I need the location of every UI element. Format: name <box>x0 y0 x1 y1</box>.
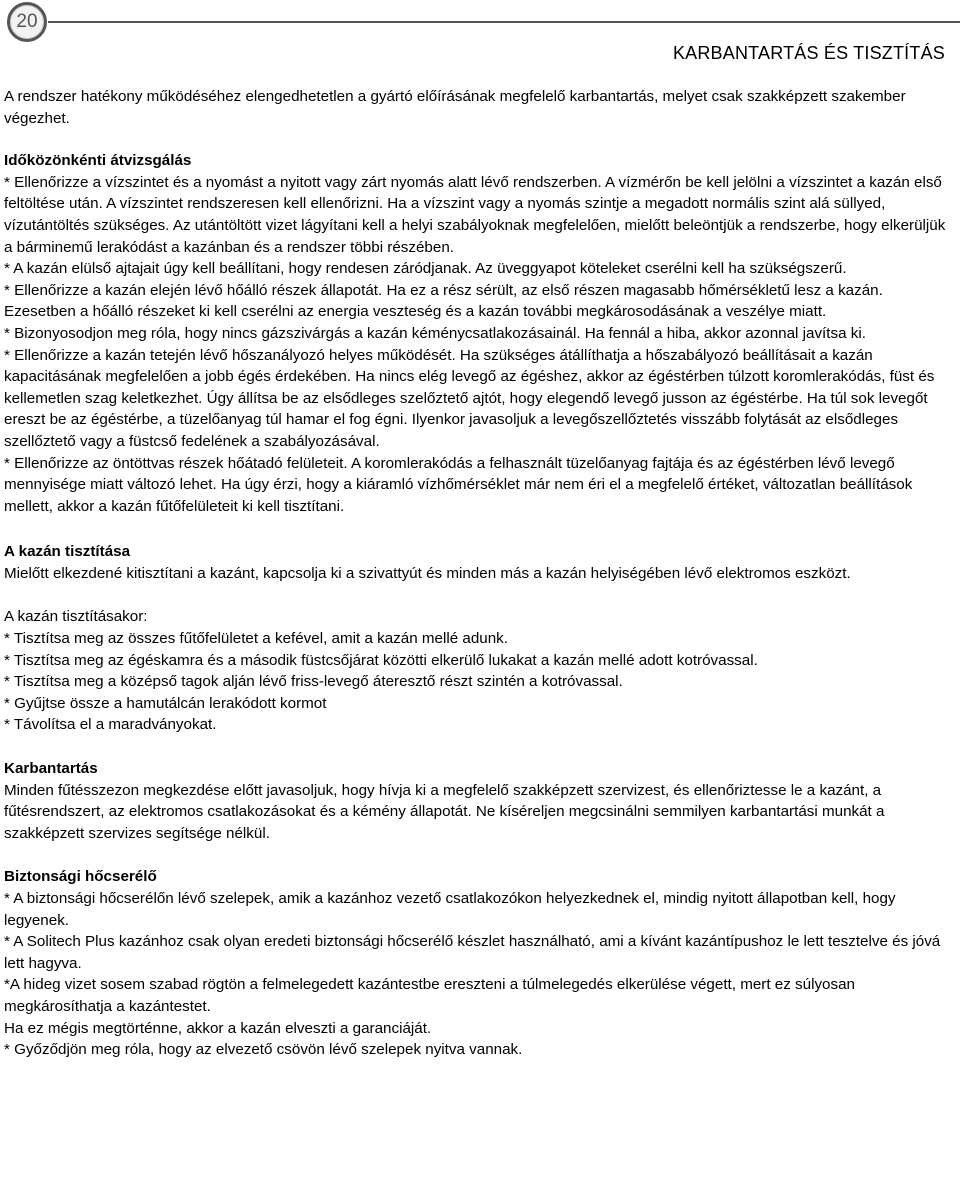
inspection-item: * A kazán elülső ajtajait úgy kell beállítani, hogy rendesen záródjanak. Az üveggyapot köteleket cserélni kell ha szükségszerű. <box>4 260 847 278</box>
section-title: KARBANTARTÁS ÉS TISZTÍTÁS <box>672 43 945 63</box>
cleaning-item: * Tisztítsa meg az összes fűtőfelületet a kefével, amit a kazán mellé adunk. <box>4 630 508 648</box>
safety-exchanger-heading: Biztonsági hőcserélő <box>4 868 157 886</box>
cleaning-item: * Tisztítsa meg az égéskamra és a második füstcsőjárat közötti elkerülő lukakat a kazán mellé adott kotróvassal. <box>4 651 758 669</box>
safety-item: * A Solitech Plus kazánhoz csak olyan eredeti biztonsági hőcserélő készlet használható, ami a kívánt kazántípushoz le lett tesztelve és jóvá lett hagyva. <box>4 933 941 972</box>
cleaning-heading: A kazán tisztítása <box>4 543 131 561</box>
cleaning-item: * Távolítsa el a maradványokat. <box>4 716 217 734</box>
cleaning-text: Mielőtt elkezdené kitisztítani a kazánt, kapcsolja ki a szivattyút és minden más a kazán helyiségében lévő elektromos eszközt. <box>4 564 851 582</box>
cleaning-item: * Gyűjtse össze a hamutálcán lerakódott kormot <box>4 694 327 712</box>
inspection-item: * Ellenőrizze a vízszintet és a nyomást a nyitott vagy zárt nyomás alatt lévő rendszerben. A vízmérőn be kell jelölni a vízszintet a kazán első feltöltése után. A vízszintet rendszeresen kell ellenőrizni. Ha a vízszint vagy a nyomás szintje a megadott normális szint alá süllyed, vízutántöltés szükséges. Az utántöltött vizet lágyítani kell a helyi szabályoknak megfelelően, mielőtt beleöntjük a rendszerbe, hogy elkerüljük a bárminemű lerakódást a kazánban és a rendszer többi részében. <box>4 173 946 256</box>
cleaning-item: * Tisztítsa meg a középső tagok alján lévő friss-levegő áteresztő részt szintén a kotróvassal. <box>4 673 623 691</box>
cleaning-list-intro: A kazán tisztításakor: <box>4 608 148 626</box>
maintenance-heading: Karbantartás <box>4 760 98 778</box>
page-number: 20 <box>16 11 38 32</box>
inspection-item: * Ellenőrizze a kazán elején lévő hőálló részek állapotát. Ha ez a rész sérült, az első részen magasabb hőmérsékletű lesz a kazán. Ezesetben a hőálló részeket ki kell cserélni az energia veszteség és a kazán további megkárosodásának a veszélye miatt. <box>4 281 883 321</box>
page-number-badge <box>7 2 47 42</box>
safety-item: * A biztonsági hőcserélőn lévő szelepek, amik a kazánhoz vezető csatlakozókon helyezkednek el, mindig nyitott állapotban kell, hogy legyenek. <box>4 890 896 929</box>
inspection-item: * Bizonyosodjon meg róla, hogy nincs gázszivárgás a kazán kéménycsatlakozásainál. Ha fennál a hiba, akkor azonnal javítsa ki. <box>4 324 866 342</box>
inspection-item: * Ellenőrizze az öntöttvas részek hőátadó felületeit. A koromlerakódás a felhasznált tüzelőanyag fajtája és az égéstérben lévő levegő mennyisége miatt változó lehet. Ha úgy érzi, hogy a kiáramló vízhőmérséklet már nem éri el a megfelelő értéket, változatlan beállítások mellett, akkor a kazán fűtőfelületeit ki kell tisztítani. <box>4 454 913 515</box>
safety-item: Ha ez mégis megtörténne, akkor a kazán elveszti a garanciáját. <box>4 1019 432 1037</box>
inspection-item: * Ellenőrizze a kazán tetején lévő hőszanályozó helyes működését. Ha szükséges átállíthatja a hőszabályozó beállításait a kazán kapacitásának megfelelően a jobb égés érdekében. Ha nincs elég levegő az égéshez, akkor az égéstérben túlzott koromlerakódás, füst és kellemetlen szag keletkezhet. Úgy állítsa be az elsődleges szelőztető ajtót, hogy elegendő levegő jusson az égéstérbe. Ha túl sok levegőt ereszt be az égéstérbe, a tüzelőanyag túl hamar el fog égni. Ilyenkor javasoljuk a levegőszellőztetés visszább folytását az elsődleges szellőztető vagy a füstcső fedelének a szabályozásával. <box>4 346 935 450</box>
header-rule <box>48 21 960 23</box>
intro-paragraph: A rendszer hatékony működéséhez elengedhetetlen a gyártó előírásának megfelelő karbantartás, melyet csak szakképzett szakember végezhet. <box>4 88 906 127</box>
safety-item: * Győződjön meg róla, hogy az elvezető csövön lévő szelepek nyitva vannak. <box>4 1041 523 1059</box>
safety-item: *A hideg vizet sosem szabad rögtön a felmelegedett kazántestbe ereszteni a túlmelegedés elkerülése végett, mert ez súlyosan megkárosíthatja a kazántestet. <box>4 976 855 1015</box>
document-body <box>4 86 952 1061</box>
periodic-inspection-heading: Időközönkénti átvizsgálás <box>4 152 192 170</box>
maintenance-text: Minden fűtésszezon megkezdése előtt javasoljuk, hogy hívja ki a megfelelő szakképzett szervizest, és ellenőriztesse le a kazánt, a fűtésrendszert, az elektromos csatlakozásokat és a kémény állapotát. Ne kíséreljen megcsinálni semmilyen karbantartási munkát a szakképzett szervizes segítsége nélkül. <box>4 781 885 842</box>
